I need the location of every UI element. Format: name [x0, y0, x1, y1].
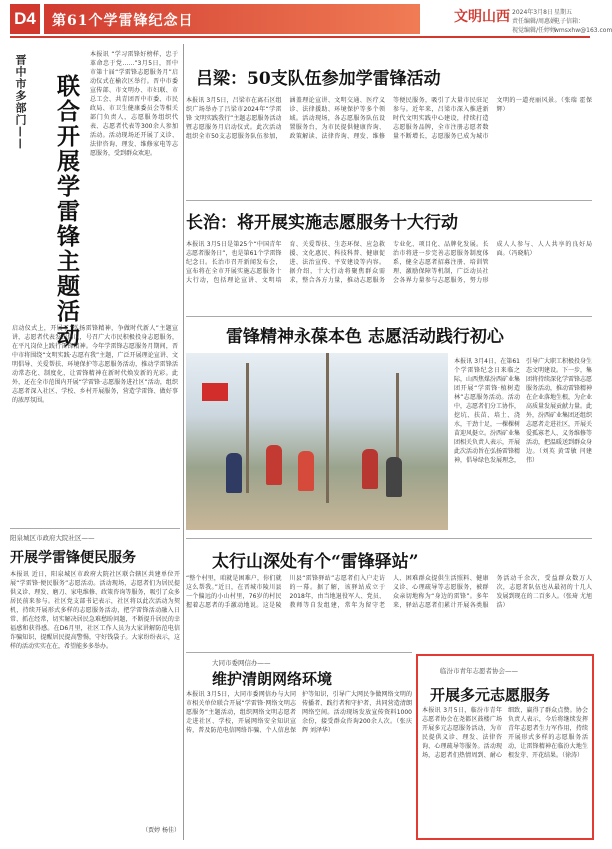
article-6-text: 本报讯 3月5日，临汾市青年志愿者协会在尧都区鼓楼广场开展多元志愿服务活动，为市民提供义诊、理发、法律咨询、心理疏导等服务。活动现场，志愿者们热情周到、耐心细致，赢得了群众点赞。协会负责人表示，今后将继续发挥青年志愿者生力军作用，持续开展形式多样的志愿服务活动，让雷锋精神在临汾大地生根发芽、开花结果。（徐涛）: [422, 707, 588, 759]
page-header: [0, 0, 612, 44]
brand-logo: 文明山西: [454, 9, 510, 25]
column-divider: [183, 44, 184, 840]
left-article-text-top: 本报讯 “学习雷锋好榜样，忠于革命忠于党……”3月5日，晋中市第十届“学雷锋志愿服务月”启动仪式在榆次区举行。晋中市委宣传部、市文明办、市妇联、市总工会、共青团晋中市委、市民政局、市卫生健康委员会等相关部门负责人，志愿服务组织代表、志愿者代表等300余人参加活动。活动现场还开展了义诊、法律咨询、理发、维修家电等志愿服务，受到群众欢迎。: [90, 51, 178, 157]
article-3-text: 本报讯 3月4日，在第61个学雷锋纪念日来临之际，山西焦煤汾西矿业集团开展“学雷锋·植树造林”志愿服务活动。活动中，志愿者们分工协作，挖坑、扶苗、培土、浇水，干劲十足，一棵棵树苗迎风挺立。汾西矿业集团相关负责人表示，开展此次活动旨在弘扬雷锋精神，倡导绿色发展理念，引导广大职工积极投身生态文明建设。下一步，集团将持续深化学雷锋志愿服务活动，推动雷锋精神在企业落地生根，为企业高质量发展贡献力量。此外，汾西矿业集团还组织志愿者走进社区，开展关爱孤寡老人、义务维修等活动，把温暖送到群众身边。（刘英 黄雪敏 闫建伟）: [454, 358, 593, 464]
article-5-kicker: 大同市委网信办——: [212, 659, 271, 667]
weekday: 星期五: [554, 9, 573, 16]
article-4-text: “整个村里，咱就是困难户，你们就这么帮我。”近日，在晋城市陵川县一个偏远的小山村里，76岁的村民握着志愿者的手激动地说。这是陵川县“雷锋驿站”志愿者们入户走访的一幕。据了解，该驿站成立于2018年，由当地退役军人、党员、教师等自发组建，常年为留守老人、困难群众提供生活照料、健康义诊、心理疏导等志愿服务，被群众亲切地称为“身边的雷锋”。多年来，驿站志愿者们累计开展各类服务活动千余次，受益群众数万人次，志愿者队伍也从最初的十几人发展到现在的二百多人。（张琦 尤旭浩）: [186, 575, 592, 609]
volunteer-figure: [226, 453, 242, 493]
page-number-badge: D4: [10, 4, 40, 34]
divider: [186, 316, 592, 317]
divider: [186, 652, 412, 653]
left-brief-kicker: 阳泉城区市政府大院社区——: [10, 534, 95, 542]
article-3-photo: [186, 353, 448, 530]
issue-date: 2024年3月8日: [512, 9, 553, 16]
volunteer-figure: [298, 451, 314, 491]
editor-line: 责任编辑/周惠娟: [512, 18, 557, 25]
left-brief-author: （贾婷 杨佳）: [142, 827, 180, 834]
tree-trunk: [326, 353, 329, 503]
issue-meta-right: [554, 8, 612, 35]
left-article: [10, 44, 180, 524]
article-6-headline: 开展多元志愿服务: [430, 686, 551, 704]
article-6-kicker: 临汾市青年志愿者协会——: [440, 667, 518, 675]
article-5-headline: 维护清朗网络环境: [212, 670, 333, 688]
volunteer-figure: [266, 445, 282, 485]
article-3-headline: 雷锋精神永葆本色 志愿活动践行初心: [226, 327, 504, 347]
left-article-kicker: 晋中市多部门——: [14, 54, 27, 150]
section-title-band: [44, 4, 420, 34]
divider: [186, 200, 592, 201]
header-rule: [10, 36, 590, 38]
email-label: 电子信箱：: [554, 18, 585, 25]
article-2-text: 本报讯 3月5日是第25个“中国青年志愿者服务日”，也是第61个学雷锋纪念日。长治市召开新闻发布会，宣布将在全市开展实施志愿服务十大行动，包括理论宣讲、文明培育、关爱帮扶、生态环保、应急救援、文化惠民、科技科普、健康促进、法治宣传、平安建设等内容。据介绍，十大行动将聚焦群众需求，整合各方力量，推动志愿服务专业化、项目化、品牌化发展。长治市将进一步完善志愿服务制度体系，健全志愿者招募注册、培训管理、激励保障等机制，广泛动员社会各界力量参与志愿服务，努力形成人人参与、人人共享的良好局面。（冯晓航）: [186, 241, 592, 284]
left-brief-headline: 开展学雷锋便民服务: [10, 550, 136, 566]
email-address: wmsxhw@163.com: [554, 27, 612, 34]
article-2-headline: 长治：将开展实施志愿服务十大行动: [186, 213, 458, 233]
left-article-headline: 联合开展学雷锋主题活动: [53, 74, 80, 349]
article-4-headline: 太行山深处有个“雷锋驿站”: [212, 552, 419, 572]
volunteer-figure: [386, 457, 402, 497]
article-1-text: 本报讯 3月5日，吕梁市在离石区组织广场举办了吕梁市2024年“学雷锋 文明实践我行”主题志愿服务活动暨志愿服务月启动仪式。此次活动组织全市50支志愿服务队伍参加，涵盖理论宣讲、文明交通、医疗义诊、法律援助、环境保护等多个领域。活动现场，各志愿服务队伍设置服务台，为市民提供健康咨询、政策解读、法律咨询、理发、维修等便民服务，吸引了大量市民驻足参与。近年来，吕梁市深入推进新时代文明实践中心建设，持续打造志愿服务品牌，全市注册志愿者数量不断增长，志愿服务已成为城市文明的一道亮丽风景。（张瑞 霍保辉）: [186, 97, 592, 140]
left-brief-body: [10, 570, 180, 840]
issue-meta-left: [512, 8, 556, 35]
left-article-text-bottom: 启动仪式上，开展了“弘扬雷锋精神，争做时代新人”主题宣讲，志愿者代表发出倡议，号召广大市民积极投身志愿服务，在平凡岗位上践行雷锋精神。今年学雷锋志愿服务月期间，晋中市将围绕“文明实践·志愿有我”主题，广泛开展理论宣讲、文明倡导、关爱帮扶、环境保护等志愿服务活动，推动学雷锋活动常态化、制度化，让雷锋精神在新时代焕发新的光彩。此外，还在全市范围内开展“学雷锋·志愿服务进社区”活动，组织志愿者深入社区、学校、乡村开展服务，营造学雷锋、做好事的浓厚氛围。: [12, 325, 178, 404]
divider: [10, 528, 180, 529]
volunteer-figure: [362, 449, 378, 489]
visual-editor-line: 视觉编辑/任婷婷: [512, 27, 557, 34]
section-title: 第61个学雷锋纪念日: [52, 13, 194, 29]
article-5-text: 本报讯 3月5日，大同市委网信办与大同市相关单位联合开展“学雷锋·网络文明志愿服务”主题活动，组织网络文明志愿者走进社区、学校，开展网络安全知识宣传，普及防范电信网络诈骗、个人信息保护等知识，引导广大网民争做网络文明的传播者、践行者和守护者，共同营造清朗网络空间。活动现场发放宣传资料1000余份，接受群众咨询200余人次。（张庆辉 刘泽华）: [186, 691, 412, 734]
tree-trunk: [246, 363, 249, 493]
left-brief-text: 本报讯 近日，阳泉城区市政府大院社区联合辖区共建单位开展“学雷锋·便民服务”志愿活动。活动现场，志愿者们为居民提供义诊、理发、磨刀、家电维修、政策咨询等服务，吸引了众多居民前来参与。社区党支部书记表示，社区将以此次活动为契机，持续开展形式多样的志愿服务活动，把学雷锋活动融入日常、抓在经常，切实解决居民急难愁盼问题，不断提升居民的幸福感和获得感。在D6月里，社区工作人员为大家讲解防范电信诈骗知识，提醒居民提高警惕，守好钱袋子。大家纷纷表示，这样的活动实实在在，希望能多多举办。: [10, 571, 180, 650]
divider: [186, 538, 592, 539]
article-1-headline: 吕梁：50支队伍参加学雷锋活动: [196, 69, 441, 89]
flag-icon: [202, 383, 228, 401]
